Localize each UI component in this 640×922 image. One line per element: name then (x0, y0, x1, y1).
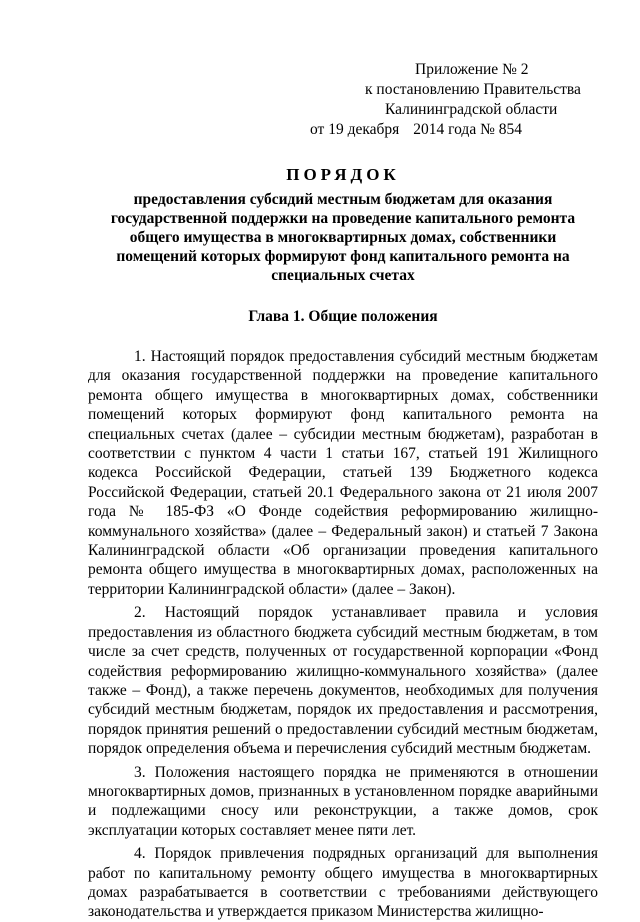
document-subtitle: предоставления субсидий местным бюджетам для оказания государственной поддержки на проведение капитального ремонта общего имущества в многоквартирных домах, собственники помещений которых формируют фонд капитального ремонта на специальных счетах (110, 191, 576, 284)
paragraph-2: 2. Настоящий порядок устанавливает правила и условия предоставления из областного бюджета субсидий местным бюджетам, в том числе за счет средств, полученных от государственной корпорации «Фонд содействия реформированию жилищно-коммунального хозяйства» (далее также – Фонд), а также перечень документов, необходимых для получения субсидий местным бюджетам, порядок их предоставления и рассмотрения, порядок принятия решений о предоставлении субсидий местным бюджетам, порядок определения объема и перечисления субсидий местным бюджетам. (88, 604, 598, 758)
attachment-region: Калининградской области (385, 101, 558, 118)
paragraph-3: 3. Положения настоящего порядка не применяются в отношении многоквартирных домов, признанных в установленном порядке аварийными и подлежащими сносу или реконструкции, а также домов, срок эксплуатации которых составляет менее пяти лет. (88, 763, 598, 839)
attachment-reference: к постановлению Правительства (365, 81, 581, 98)
attachment-header (310, 60, 598, 140)
attachment-date-line (310, 120, 598, 140)
paragraph-1: 1. Настоящий порядок предоставления субсидий местным бюджетам для оказания государственной поддержки на проведение капитального ремонта общего имущества в многоквартирных домах, собственники помещений которых формируют фонд капитального ремонта на специальных счетах (далее – субсидии местным бюджетам), разработан в соответствии с пунктом 4 части 1 статьи 167, статьей 191 Жилищного кодекса Российской Федерации, статьей 139 Бюджетного кодекса Российской Федерации, статьей 20.1 Федерального закона от 21 июля 2007 года № 185-ФЗ «О Фонде содействия реформированию жилищно-коммунального хозяйства» (далее – Федеральный закон) и статьей 7 Закона Калининградской области «Об организации проведения капитального ремонта общего имущества в многоквартирных домах, расположенных на территории Калининградской области» (далее – Закон). (88, 348, 598, 598)
document-body (88, 347, 598, 922)
attachment-number: Приложение № 2 (415, 61, 529, 78)
document-title: ПОРЯДОК (286, 165, 400, 184)
attachment-date: от 19 декабря (310, 121, 400, 138)
paragraph-4: 4. Порядок привлечения подрядных организаций для выполнения работ по капитальному ремонту общего имущества в многоквартирных домах разрабатывается в соответствии с требованиями действующего законодательства и утверждается приказом Министерства жилищно- (88, 845, 598, 921)
chapter-heading: Глава 1. Общие положения (248, 308, 438, 325)
attachment-doc-number: 2014 года № 854 (413, 121, 522, 138)
